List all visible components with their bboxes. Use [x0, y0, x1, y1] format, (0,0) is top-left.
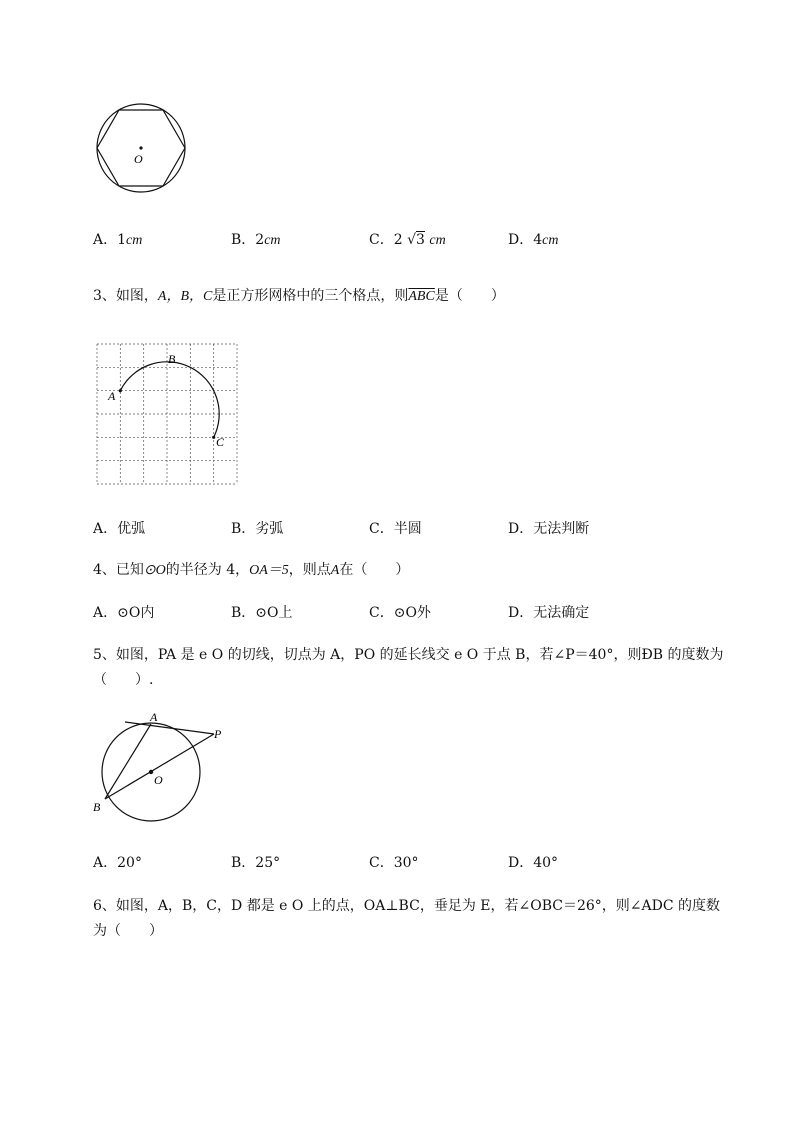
q3-label-a: A	[108, 389, 116, 403]
q2-option-d[interactable]: D．4cm	[508, 232, 559, 248]
q5-tangent-figure	[88, 706, 230, 830]
q3-arc	[120, 362, 219, 437]
q4-option-a[interactable]: A．⊙O内	[93, 605, 155, 621]
arc-abc: $\overline{ABC}$	[408, 289, 435, 304]
q5-option-b[interactable]: B．25°	[231, 855, 281, 871]
q2-option-c[interactable]: C．2 √3 cm	[369, 232, 446, 248]
q5-center-dot	[149, 770, 153, 774]
q3-stem: 3、如图，A，B，C是正方形网格中的三个格点，则$\overline{ABC}$是（ ）	[93, 288, 505, 304]
q2-hexagon-circle-figure	[90, 100, 194, 196]
q3-grid-figure	[90, 340, 242, 488]
q2-option-a[interactable]: A．1cm	[93, 232, 143, 248]
q5-label-p: P	[214, 727, 222, 741]
q5-label-o: O	[154, 773, 163, 787]
q5-option-c[interactable]: C．30°	[369, 855, 419, 871]
q2-center-dot	[139, 146, 142, 149]
q3-label-b: B	[168, 352, 176, 366]
q4-option-c[interactable]: C．⊙O外	[369, 605, 431, 621]
q2-option-b[interactable]: B．2cm	[231, 232, 281, 248]
radical-sign: √	[407, 232, 417, 248]
q3-option-d[interactable]: D．无法判断	[508, 521, 590, 537]
q3-option-a[interactable]: A．优弧	[93, 521, 146, 537]
q2-center-label: O	[134, 152, 143, 166]
q6-stem-line1: 6、如图，A，B，C，D 都是 e O 上的点，OA⊥BC，垂足为 E，若∠OBC＝26°，则∠ADC 的度数	[93, 898, 720, 914]
q5-stem-line2: （ ）.	[93, 672, 154, 688]
q5-chord-ab	[105, 724, 151, 799]
q4-option-d[interactable]: D．无法确定	[508, 605, 590, 621]
q5-label-a: A	[150, 710, 158, 724]
q5-option-a[interactable]: A．20°	[93, 855, 142, 871]
q5-label-b: B	[93, 800, 101, 814]
q5-stem-line1: 5、如图，PA 是 e O 的切线，切点为 A，PO 的延长线交 e O 于点 B，若∠P＝40°，则ÐB 的度数为	[93, 647, 724, 663]
q5-tangent-line	[125, 722, 214, 734]
q6-stem-line2: 为（ ）	[93, 923, 163, 939]
q3-label-c: C	[216, 435, 225, 449]
q5-line-pb	[105, 734, 214, 799]
q5-option-d[interactable]: D．40°	[508, 855, 559, 871]
q3-option-b[interactable]: B．劣弧	[231, 521, 284, 537]
q3-option-c[interactable]: C．半圆	[369, 521, 422, 537]
q4-stem: 4、已知⊙O的半径为 4，OA＝5，则点A在（ ）	[93, 562, 410, 578]
q4-option-b[interactable]: B．⊙O上	[231, 605, 293, 621]
q3-grid	[97, 344, 237, 484]
